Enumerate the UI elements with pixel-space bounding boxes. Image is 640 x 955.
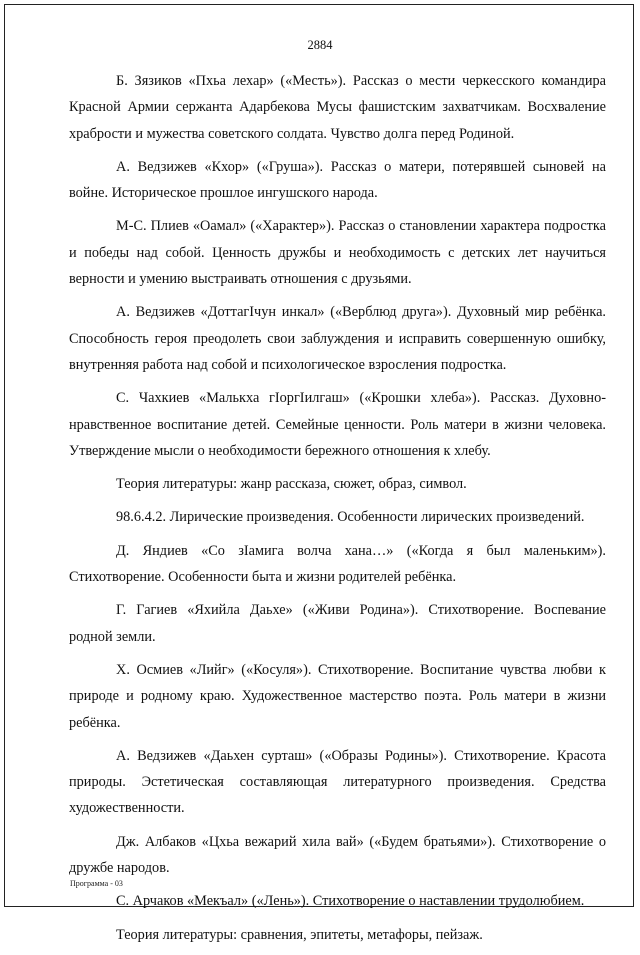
page-number: 2884: [307, 38, 333, 52]
footer-program-label: Программа - 03: [70, 879, 123, 888]
paragraph-albakov: Дж. Албаков «Цхьа вежарий хила вай» («Будем братьями»). Стихотворение о дружбе народов.: [69, 833, 606, 877]
paragraph-osmiev: Х. Осмиев «Лийг» («Косуля»). Стихотворение. Воспитание чувства любви к природе и родному краю. Художественное мастерство поэта. Роль матери в жизни ребёнка.: [69, 661, 606, 731]
paragraph-vedzizhev-obrazy: А. Ведзижев «Даьхен сурташ» («Образы Родины»). Стихотворение. Красота природы. Эстетическая составляющая литературного произведения. Средства художественности.: [69, 747, 606, 817]
paragraph-theory-lyric: Теория литературы: сравнения, эпитеты, метафоры, пейзаж.: [116, 926, 483, 943]
paragraph-archakov: С. Арчаков «Мекъал» («Лень»). Стихотворение о наставлении трудолюбием.: [116, 893, 585, 910]
paragraph-gagiev: Г. Гагиев «Яхийла Даьхе» («Живи Родина»). Стихотворение. Воспевание родной земли.: [69, 602, 606, 645]
paragraph-vedzizhev-khor: А. Ведзижев «Кхор» («Груша»). Рассказ о матери, потерявшей сыновей на войне. Историческое прошлое ингушского народа.: [69, 158, 606, 202]
document-body: [69, 68, 606, 955]
section-heading-lyric-works: 98.6.4.2. Лирические произведения. Особенности лирических произведений.: [116, 509, 585, 526]
paragraph-vedzizhev-dottag: А. Ведзижев «ДоттагIчун инкал» («Верблюд друга»). Духовный мир ребёнка. Способность героя преодолеть свои заблуждения и исправить совершенную ошибку, внутренняя работа над собой и психологическое взросления подростка.: [69, 304, 606, 373]
paragraph-pliev-oamal: М-С. Плиев «Оамал» («Характер»). Рассказ о становлении характера подростка и победы над собой. Ценность дружбы и необходимость с детских лет научиться верности и умению выстраивать отношения с друзьями.: [69, 218, 606, 288]
paragraph-chakhkiev-kroshki: С. Чахкиев «Малькха гIоргIилгаш» («Крошки хлеба»). Рассказ. Духовно-нравственное воспитание детей. Семейные ценности. Роль матери в жизни человека. Утверждение мысли о необходимости бережного отношения к хлебу.: [69, 390, 606, 459]
paragraph-yandiev: Д. Яндиев «Со зIамига волча хана…» («Когда я был маленьким»). Стихотворение. Особенности быта и жизни родителей ребёнка.: [69, 542, 606, 586]
paragraph-theory-story: Теория литературы: жанр рассказа, сюжет, образ, символ.: [116, 476, 467, 493]
paragraph-zyazikov-mest: Б. Зязиков «Пхьа лехар» («Месть»). Рассказ о мести черкесского командира Красной Армии сержанта Адарбекова Мусы фашистским захватчикам. Восхваление храбрости и мужества советского солдата. Чувство долга перед Родиной.: [69, 73, 606, 142]
